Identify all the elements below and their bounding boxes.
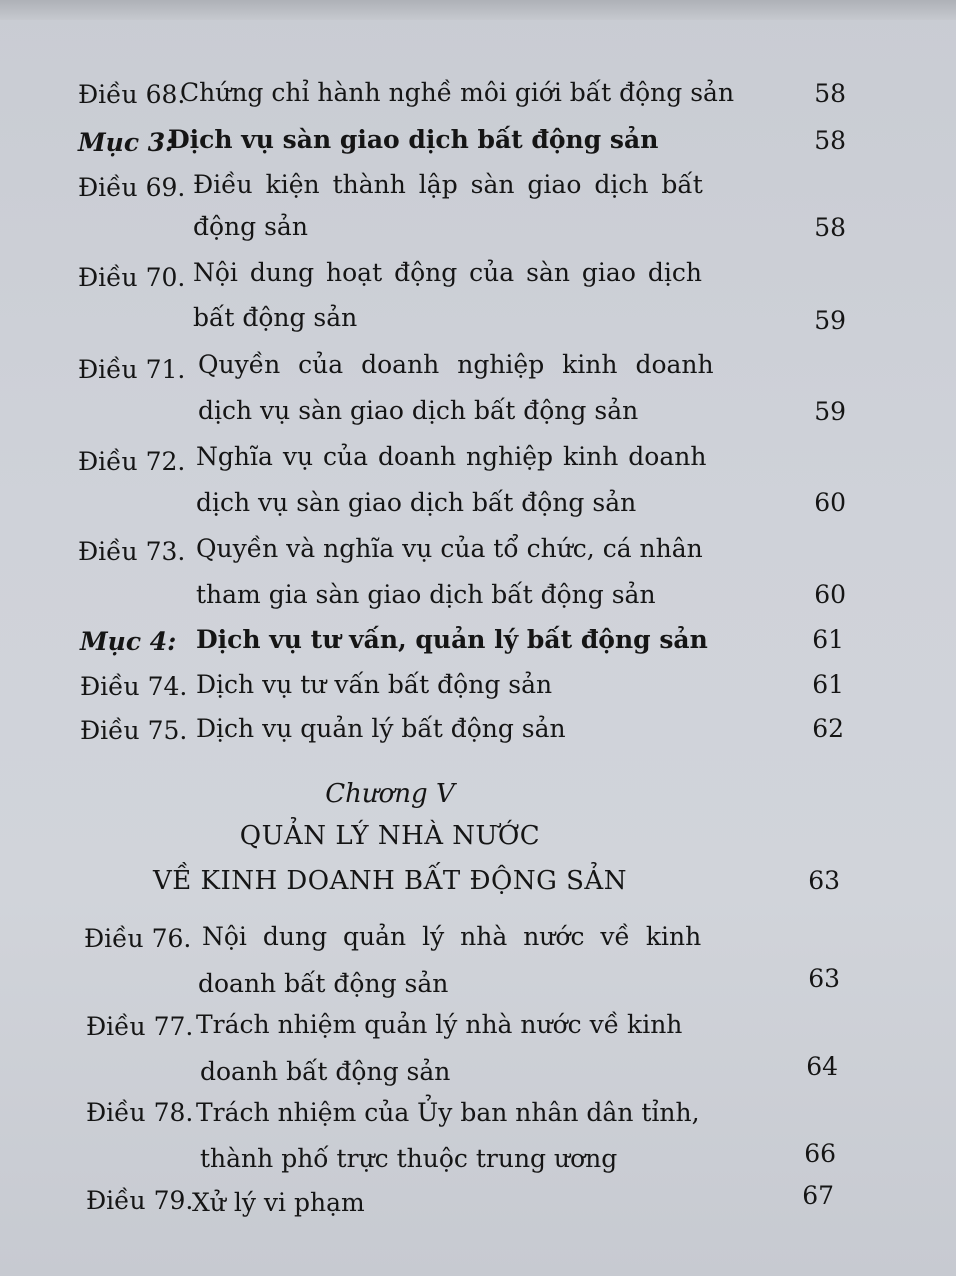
toc-page: 60 [814, 488, 846, 517]
toc-title: Nội dung hoạt động của sàn giao dịch [193, 258, 702, 287]
toc-title: Chứng chỉ hành nghề môi giới bất động sản [180, 78, 735, 107]
toc-label: Điều 69. [78, 173, 186, 202]
chapter-title-line1: QUẢN LÝ NHÀ NƯỚC [239, 821, 541, 851]
chapter-page: 63 [808, 866, 840, 895]
toc-title-cont: doanh bất động sản [200, 1057, 451, 1086]
toc-label: Điều 76. [84, 924, 192, 953]
toc-label: Điều 77. [86, 1012, 194, 1041]
toc-page: 62 [812, 714, 844, 743]
toc-page: 58 [814, 213, 846, 242]
toc-title-cont: dịch vụ sàn giao dịch bất động sản [198, 396, 639, 425]
toc-label: Điều 79. [86, 1186, 194, 1215]
toc-title: Nội dung quản lý nhà nước về kinh [202, 922, 702, 951]
toc-page: 66 [804, 1139, 836, 1168]
toc-page: 67 [802, 1181, 834, 1210]
toc-label: Điều 72. [78, 447, 186, 476]
toc-title-cont: dịch vụ sàn giao dịch bất động sản [196, 488, 637, 517]
toc-page: 59 [814, 397, 846, 426]
toc-title-cont: bất động sản [193, 303, 358, 332]
toc-title: Xử lý vi phạm [192, 1188, 365, 1217]
toc-title-cont: doanh bất động sản [198, 969, 449, 998]
toc-title-cont: thành phố trực thuộc trung ương [200, 1144, 618, 1173]
toc-label: Điều 78. [86, 1098, 194, 1127]
toc-title: Trách nhiệm quản lý nhà nước về kinh [196, 1010, 683, 1039]
toc-page: 61 [812, 670, 844, 699]
toc-label: Điều 74. [80, 672, 188, 701]
toc-title-cont: tham gia sàn giao dịch bất động sản [196, 580, 656, 609]
toc-page: 59 [814, 306, 846, 335]
chapter-title-line2: VỀ KINH DOANH BẤT ĐỘNG SẢN [153, 866, 627, 896]
toc-title: Nghĩa vụ của doanh nghiệp kinh doanh [196, 442, 707, 471]
toc-section-label: Mục 3: [78, 128, 175, 157]
toc-title-cont: động sản [193, 212, 308, 241]
toc-label: Điều 71. [78, 355, 186, 384]
toc-label: Điều 70. [78, 263, 186, 292]
page-top-edge [0, 0, 956, 20]
toc-title: Dịch vụ quản lý bất động sản [196, 714, 566, 743]
toc-page: 58 [814, 126, 846, 155]
toc-title: Quyền của doanh nghiệp kinh doanh [198, 350, 714, 379]
toc-label: Điều 75. [80, 716, 188, 745]
toc-section-title: Dịch vụ sàn giao dịch bất động sản [168, 125, 659, 154]
toc-title: Dịch vụ tư vấn bất động sản [196, 670, 553, 699]
toc-title: Trách nhiệm của Ủy ban nhân dân tỉnh, [196, 1098, 700, 1127]
toc-page: 61 [812, 625, 844, 654]
toc-page: 63 [808, 964, 840, 993]
toc-label: Điều 68. [78, 80, 186, 109]
toc-section-label: Mục 4: [80, 627, 177, 656]
toc-label: Điều 73. [78, 537, 186, 566]
toc-title: Điều kiện thành lập sàn giao dịch bất [193, 170, 703, 199]
toc-title: Quyền và nghĩa vụ của tổ chức, cá nhân [196, 534, 703, 563]
toc-page: 58 [814, 79, 846, 108]
toc-section-title: Dịch vụ tư vấn, quản lý bất động sản [196, 625, 708, 654]
chapter-label: Chương V [325, 779, 455, 809]
toc-page: 60 [814, 580, 846, 609]
toc-page: 64 [806, 1052, 838, 1081]
